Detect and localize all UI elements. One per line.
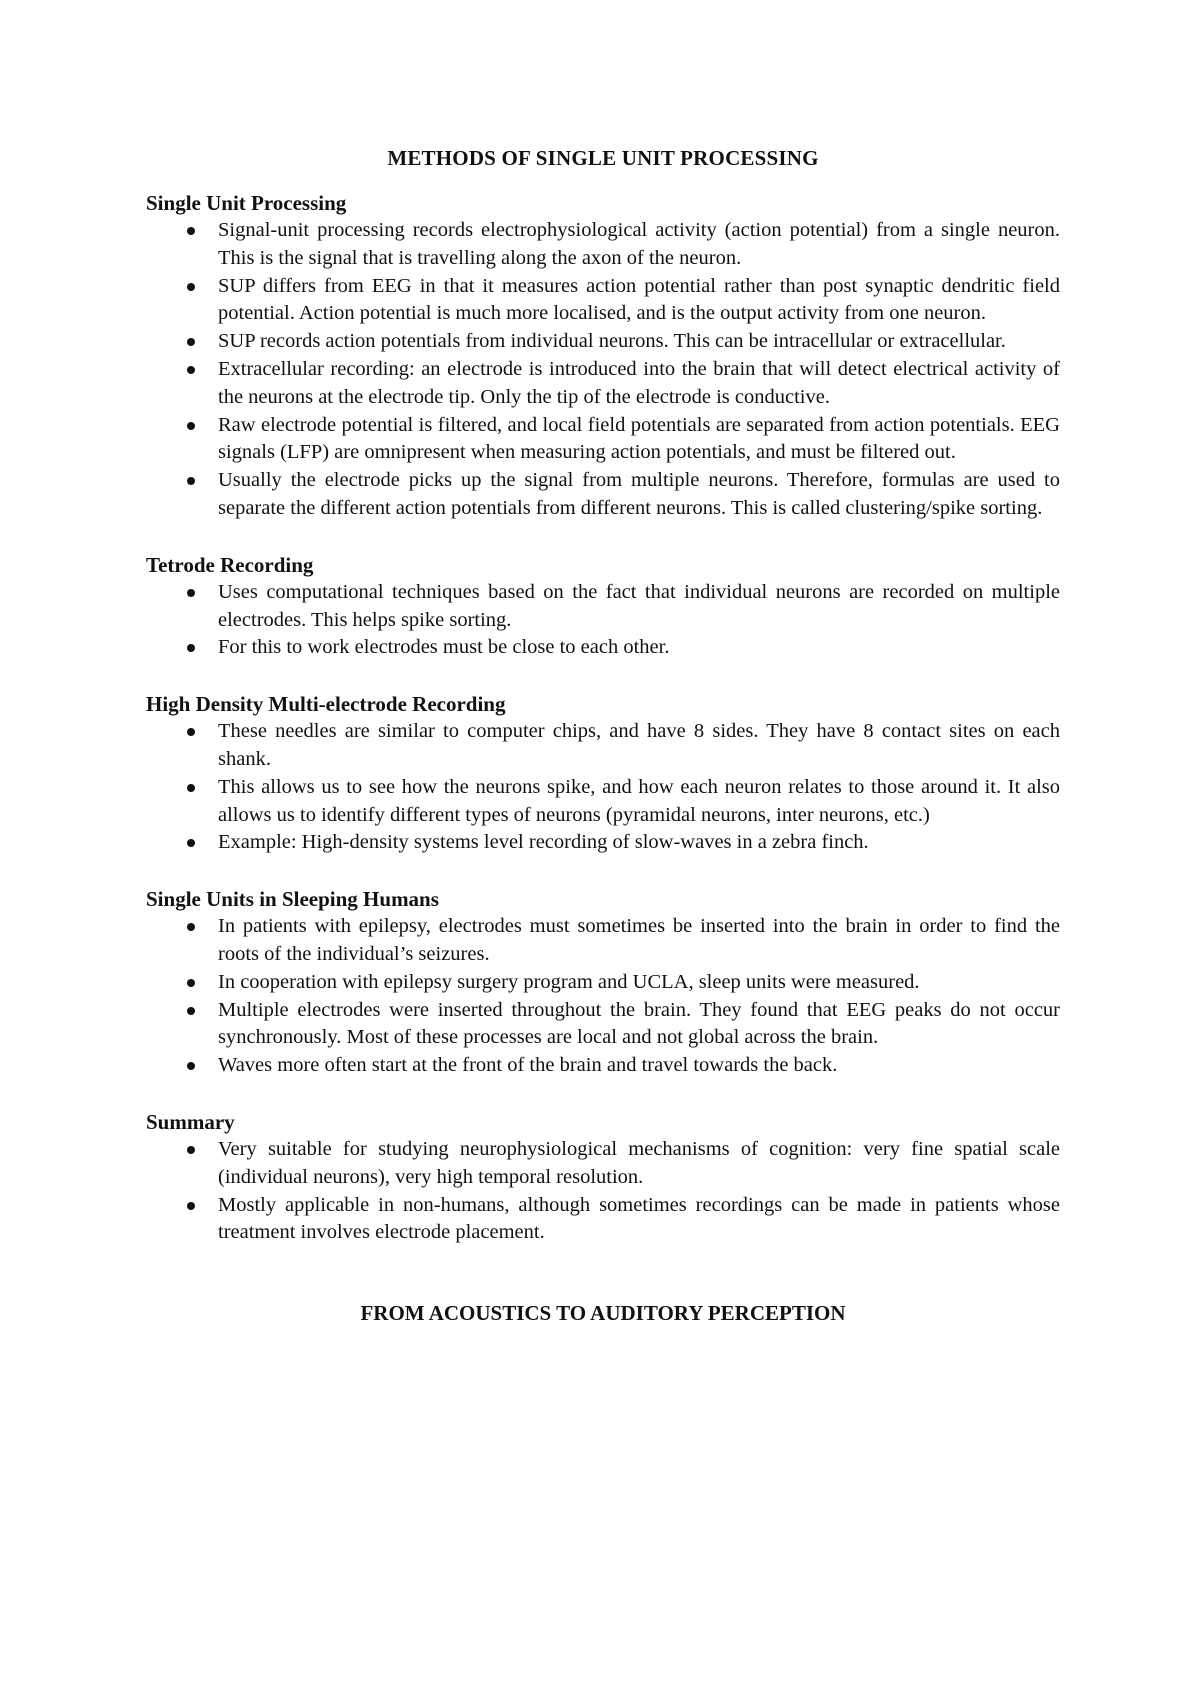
section-sleeping-humans [146,885,1060,1080]
bullet-item: Extracellular recording: an electrode is introduced into the brain that will detect electrical activity of the neurons at the electrode tip. Only the tip of the electrode is conductive. [146,356,1060,412]
document-page [146,146,1060,1326]
next-chapter-title: FROM ACOUSTICS TO AUDITORY PERCEPTION [360,1301,846,1326]
bullet-item: In patients with epilepsy, electrodes must sometimes be inserted into the brain in order to find the roots of the individual’s seizures. [146,913,1060,969]
bullet-item: Usually the electrode picks up the signal from multiple neurons. Therefore, formulas are used to separate the different action potentials from different neurons. This is called clustering/spike sorting. [146,467,1060,523]
bullet-item: In cooperation with epilepsy surgery program and UCLA, sleep units were measured. [146,969,1060,997]
bullet-item: Very suitable for studying neurophysiological mechanisms of cognition: very fine spatial scale (individual neurons), very high temporal resolution. [146,1136,1060,1192]
section-high-density-recording [146,690,1060,857]
bullet-list [146,1136,1060,1247]
bullet-list [146,217,1060,523]
bullet-item: Multiple electrodes were inserted throughout the brain. They found that EEG peaks do not occur synchronously. Most of these processes are local and not global across the brain. [146,997,1060,1053]
bullet-list [146,913,1060,1080]
bullet-item: SUP differs from EEG in that it measures action potential rather than post synaptic dendritic field potential. Action potential is much more localised, and is the output activity from one neuron. [146,273,1060,329]
bullet-item: Example: High-density systems level recording of slow-waves in a zebra finch. [146,829,1060,857]
document-title: METHODS OF SINGLE UNIT PROCESSING [387,146,819,170]
bullet-item: Uses computational techniques based on the fact that individual neurons are recorded on multiple electrodes. This helps spike sorting. [146,579,1060,635]
bullet-item: Raw electrode potential is filtered, and local field potentials are separated from action potentials. EEG signals (LFP) are omnipresent when measuring action potentials, and must be filtered out. [146,412,1060,468]
section-heading: Tetrode Recording [146,552,314,577]
bullet-item: Waves more often start at the front of the brain and travel towards the back. [146,1052,1060,1080]
bullet-item: For this to work electrodes must be close to each other. [146,634,1060,662]
section-summary [146,1108,1060,1247]
bullet-item: Mostly applicable in non-humans, although sometimes recordings can be made in patients whose treatment involves electrode placement. [146,1192,1060,1248]
section-heading: High Density Multi-electrode Recording [146,692,506,717]
bullet-list [146,579,1060,662]
section-heading: Single Units in Sleeping Humans [146,887,439,912]
bullet-item: These needles are similar to computer chips, and have 8 sides. They have 8 contact sites on each shank. [146,718,1060,774]
section-single-unit-processing [146,189,1060,523]
bullet-item: Signal-unit processing records electrophysiological activity (action potential) from a single neuron. This is the signal that is travelling along the axon of the neuron. [146,217,1060,273]
section-heading: Summary [146,1109,235,1134]
section-heading: Single Unit Processing [146,191,347,215]
section-tetrode-recording [146,551,1060,662]
bullet-list [146,718,1060,857]
bullet-item: This allows us to see how the neurons spike, and how each neuron relates to those around it. It also allows us to identify different types of neurons (pyramidal neurons, inter neurons, etc.) [146,774,1060,830]
bullet-item: SUP records action potentials from individual neurons. This can be intracellular or extracellular. [146,328,1060,356]
